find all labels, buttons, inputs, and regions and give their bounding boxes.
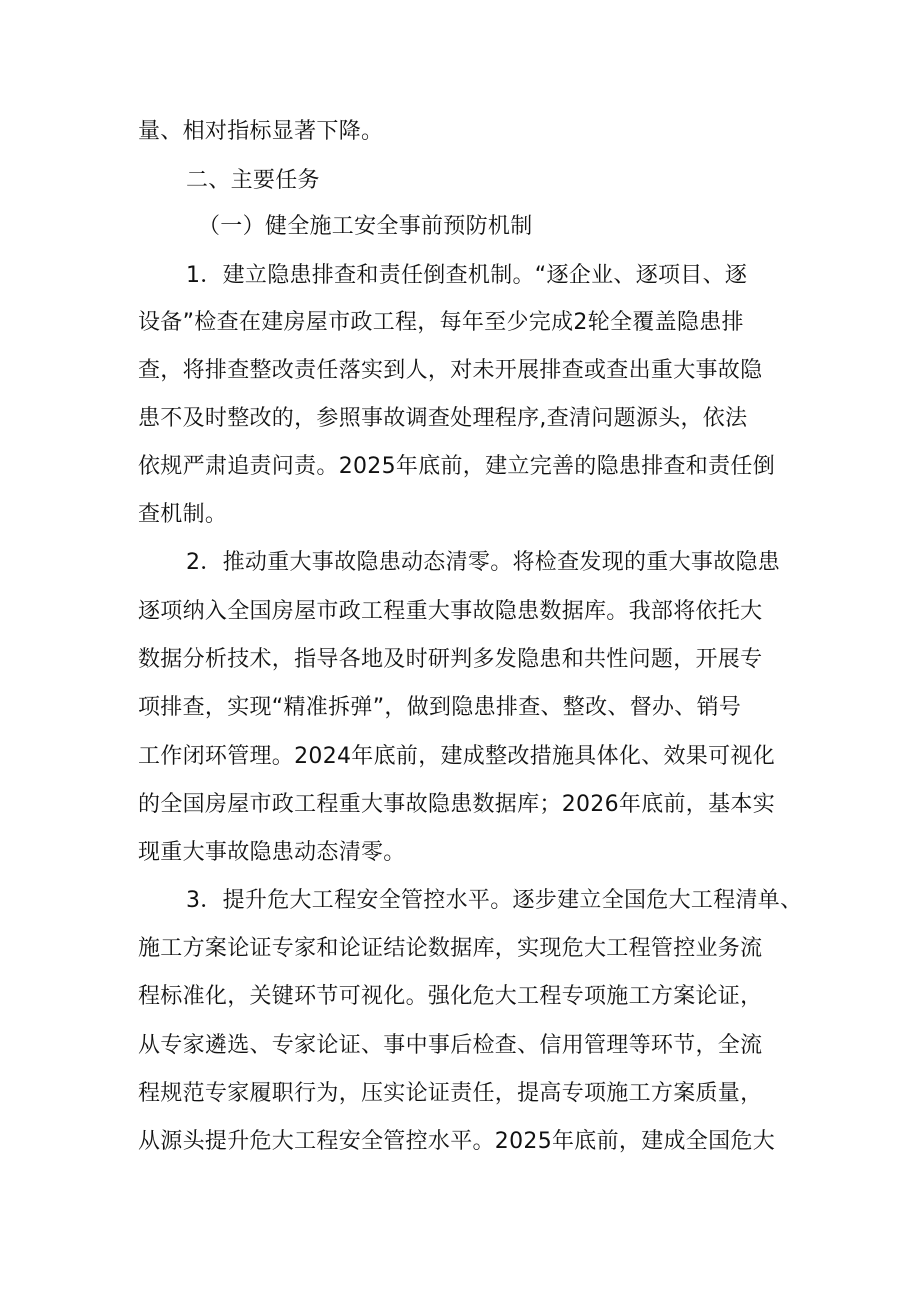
text-line: 现重大事故隐患动态清零。: [138, 840, 406, 865]
subsection-heading: （一）健全施工安全事前预防机制: [198, 214, 533, 239]
text-line: 设备”检查在建房屋市政工程，每年至少完成2轮全覆盖隐患排: [138, 310, 744, 335]
text-line: 工作闭环管理。2024年底前，建成整改措施具体化、效果可视化: [138, 744, 775, 769]
text-line: 依规严肃追责问责。2025年底前，建立完善的隐患排查和责任倒: [138, 454, 775, 479]
text-line: 数据分析技术，指导各地及时研判多发隐患和共性问题，开展专: [138, 647, 763, 672]
text-line: 项排查，实现“精准拆弹”，做到隐患排查、整改、督办、销号: [138, 695, 742, 720]
text-line: 逐项纳入全国房屋市政工程重大事故隐患数据库。我部将依托大: [138, 599, 763, 624]
text-line: 查，将排查整改责任落实到人，对未开展排查或查出重大事故隐: [138, 358, 763, 383]
text-line: 的全国房屋市政工程重大事故隐患数据库；2026年底前，基本实: [138, 792, 775, 817]
section-heading: 二、主要任务: [186, 168, 320, 193]
text-line: 程标准化，关键环节可视化。强化危大工程专项施工方案论证，: [138, 984, 763, 1009]
text-line: 从专家遴选、专家论证、事中事后检查、信用管理等环节，全流: [138, 1033, 763, 1058]
text-line: 1．建立隐患排查和责任倒查机制。“逐企业、逐项目、逐: [186, 263, 748, 288]
text-line: 2．推动重大事故隐患动态清零。将检查发现的重大事故隐患: [186, 550, 781, 575]
text-line: 程规范专家履职行为，压实论证责任，提高专项施工方案质量，: [138, 1081, 763, 1106]
text-line: 从源头提升危大工程安全管控水平。2025年底前，建成全国危大: [138, 1129, 775, 1154]
text-line: 患不及时整改的，参照事故调查处理程序,查清问题源头，依法: [138, 406, 748, 431]
text-line: 量、相对指标显著下降。: [138, 119, 384, 144]
text-line: 施工方案论证专家和论证结论数据库，实现危大工程管控业务流: [138, 936, 763, 961]
text-line: 3．提升危大工程安全管控水平。逐步建立全国危大工程清单、: [186, 888, 803, 913]
text-line: 查机制。: [138, 502, 228, 527]
